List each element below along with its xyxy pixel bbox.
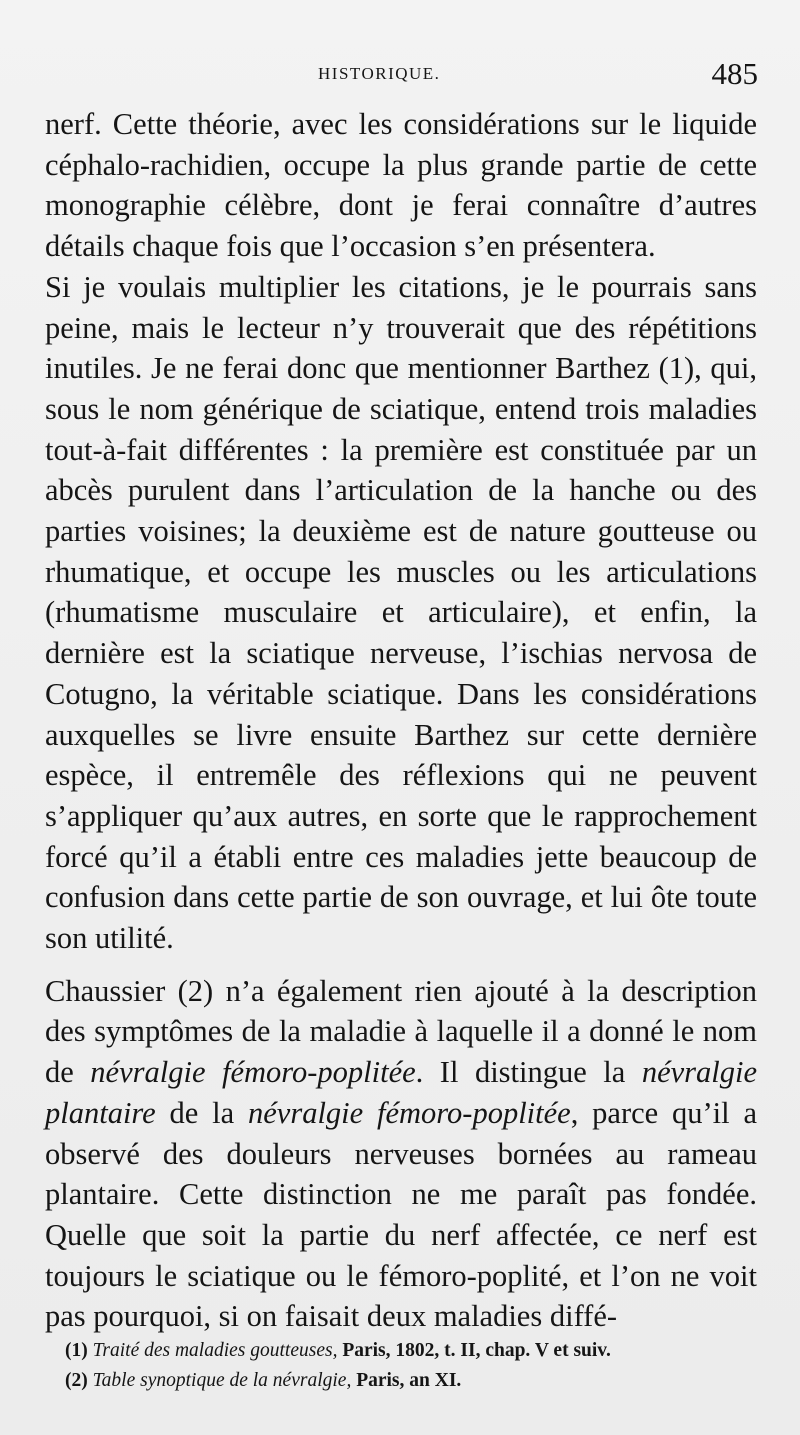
paragraph-3-text-1: Chaussier (2) n’a également rien ajouté à la description des symptômes de la maladie à laquelle il a donné le nom de: [45, 973, 757, 1090]
paragraph-2: Si je voulais multiplier les citations, je le pourrais sans peine, mais le lecteur n’y trouverait que des répétitions inutiles. Je ne ferai donc que mentionner Barthez (1), qui, sous le nom générique de sciatique, entend trois maladies tout-à-fait différentes : la première est constituée par un abcès purulent dans l’articulation de la hanche ou des parties voisines; la deuxième est de nature goutteuse ou rhumatique, et occupe les muscles ou les articulations (rhumatisme musculaire et articulaire), et enfin, la dernière est la sciatique nerveuse, l’ischias nervosa de Cotugno, la véritable sciatique. Dans les considérations auxquelles se livre ensuite Barthez sur cette dernière espèce, il entremêle des réflexions qui ne peuvent s’appliquer qu’aux autres, en sorte que le rapprochement forcé qu’il a établi entre ces maladies jette beaucoup de confusion dans cette partie de son ouvrage, et lui ôte toute son utilité.: [45, 269, 757, 956]
footnote-1-marker: (1): [65, 1340, 88, 1361]
footnote-1: [65, 1336, 765, 1366]
body-text: [45, 104, 757, 1337]
paragraph-1: nerf. Cette théorie, avec les considérations sur le liquide céphalo-rachidien, occupe la plus grande partie de cette monographie célèbre, dont je ferai connaître d’autres détails chaque fois que l’occasion s’en présentera.: [45, 107, 757, 264]
page-header: [0, 58, 800, 98]
paragraph-3-italic-2: névralgie plantaire: [45, 1055, 757, 1130]
footnote-1-reference: Paris, 1802, t. II, chap. V et suiv.: [342, 1340, 611, 1361]
paragraph-3-italic-1: névralgie fémoro-poplitée: [90, 1055, 416, 1090]
footnote-1-title: Traité des maladies goutteuses,: [92, 1340, 338, 1361]
paragraph-3-italic-3: névralgie fémoro-poplitée: [248, 1095, 571, 1130]
footnotes: [65, 1336, 765, 1396]
paragraph-3-text-2: . Il distingue la: [415, 1055, 642, 1090]
footnote-2: [65, 1366, 765, 1396]
paragraph-3-text-3: de la: [155, 1095, 248, 1130]
paragraph-3: [45, 971, 757, 1337]
footnote-2-marker: (2): [65, 1370, 88, 1391]
footnote-2-reference: Paris, an XI.: [356, 1370, 462, 1391]
page-number: 485: [711, 56, 758, 91]
footnote-2-title: Table synoptique de la névralgie,: [92, 1370, 352, 1391]
running-head: HISTORIQUE.: [318, 64, 441, 83]
paragraph-3-text-4: , parce qu’il a observé des douleurs nerveuses bornées au rameau plantaire. Cette distinction ne me paraît pas fondée. Quelle que soit la partie du nerf affectée, ce nerf est toujours le sciatique ou le fémoro-poplité, et l’on ne voit pas pourquoi, si on faisait deux maladies diffé-: [45, 1095, 757, 1334]
